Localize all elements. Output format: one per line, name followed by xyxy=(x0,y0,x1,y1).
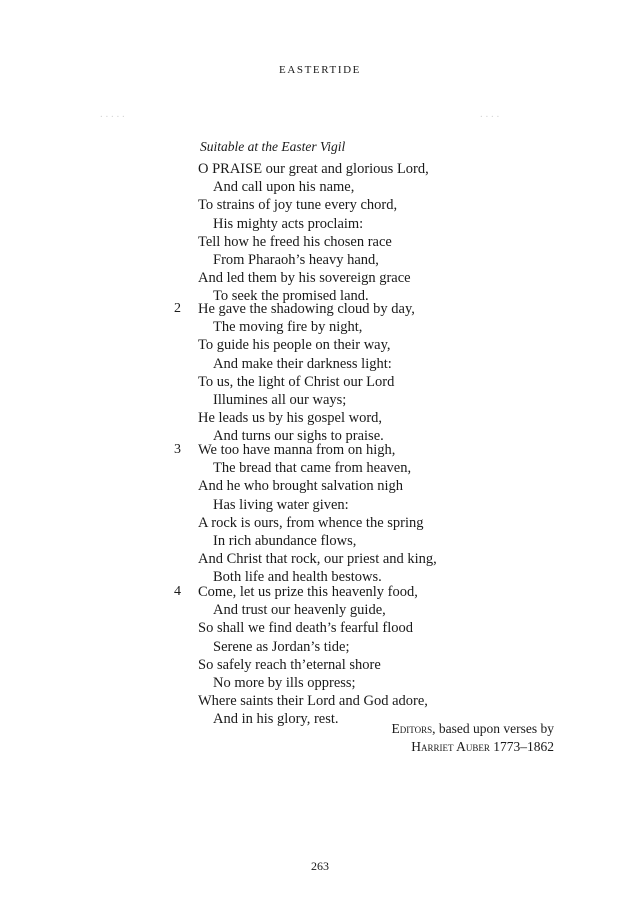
verse-line: To us, the light of Christ our Lord xyxy=(198,373,395,390)
bleed-through-text: . . . . . xyxy=(100,108,125,120)
verse-line: He gave the shadowing cloud by day, xyxy=(198,301,415,317)
verse-3 xyxy=(198,441,437,587)
verse-line: He leads us by his gospel word, xyxy=(198,410,383,427)
verse-line: In rich abundance flows, xyxy=(213,533,357,550)
verse-line: Where saints their Lord and God adore, xyxy=(198,693,428,710)
attribution-line-2 xyxy=(392,738,554,756)
verse-line: No more by ills oppress; xyxy=(213,675,356,692)
verse-line: And he who brought salvation nigh xyxy=(198,478,403,495)
verse-line: Tell how he freed his chosen race xyxy=(198,233,392,250)
attribution-text: , based upon verses by xyxy=(432,721,554,736)
verse-line: And in his glory, rest. xyxy=(213,711,339,728)
author-dates: 1773–1862 xyxy=(489,739,554,754)
verse-4 xyxy=(198,583,428,729)
verse-line: And trust our heavenly guide, xyxy=(213,602,386,619)
attribution-line-1 xyxy=(392,720,554,738)
verse-line: Has living water given: xyxy=(213,496,349,513)
verse-line: To strains of joy tune every chord, xyxy=(198,197,398,214)
verse-line: To guide his people on their way, xyxy=(198,337,391,354)
running-header: EASTERTIDE xyxy=(279,64,361,76)
verse-line: A rock is ours, from whence the spring xyxy=(198,514,424,531)
verse-number: 2 xyxy=(174,301,181,316)
verse-line: His mighty acts proclaim: xyxy=(213,215,364,232)
verse-line: And turns our sighs to praise. xyxy=(213,428,384,445)
editors-label: Editors xyxy=(391,721,433,736)
verse-line: From Pharaoh’s heavy hand, xyxy=(213,252,379,269)
bleed-through-text: . . . . xyxy=(480,108,500,120)
verse-line: So safely reach th’eternal shore xyxy=(198,656,381,673)
verse-line: The moving fire by night, xyxy=(213,319,363,336)
verse-line: We too have manna from on high, xyxy=(198,442,396,458)
verse-number: 4 xyxy=(174,584,181,599)
verse-2 xyxy=(198,300,415,446)
verse-line: To seek the promised land. xyxy=(213,288,369,305)
verse-line: And call upon his name, xyxy=(213,179,355,196)
verse-line: So shall we find death’s fearful flood xyxy=(198,620,414,637)
verse-line: O PRAISE our great and glorious Lord, xyxy=(198,161,429,177)
verse-line: Come, let us prize this heavenly food, xyxy=(198,584,418,600)
hymn-subtitle: Suitable at the Easter Vigil xyxy=(200,139,346,154)
verse-line: And Christ that rock, our priest and king, xyxy=(198,551,437,568)
verse-line: Both life and health bestows. xyxy=(213,569,382,586)
verse-line: And led them by his sovereign grace xyxy=(198,270,411,287)
author-name: Harriet Auber xyxy=(411,739,490,754)
verse-1 xyxy=(198,160,429,306)
verse-line: Illumines all our ways; xyxy=(213,392,347,409)
attribution xyxy=(392,720,554,756)
verse-line: And make their darkness light: xyxy=(213,355,392,372)
verse-number: 3 xyxy=(174,442,181,457)
page-number: 263 xyxy=(311,859,329,873)
verse-line: Serene as Jordan’s tide; xyxy=(213,638,350,655)
verse-line: The bread that came from heaven, xyxy=(213,460,412,477)
